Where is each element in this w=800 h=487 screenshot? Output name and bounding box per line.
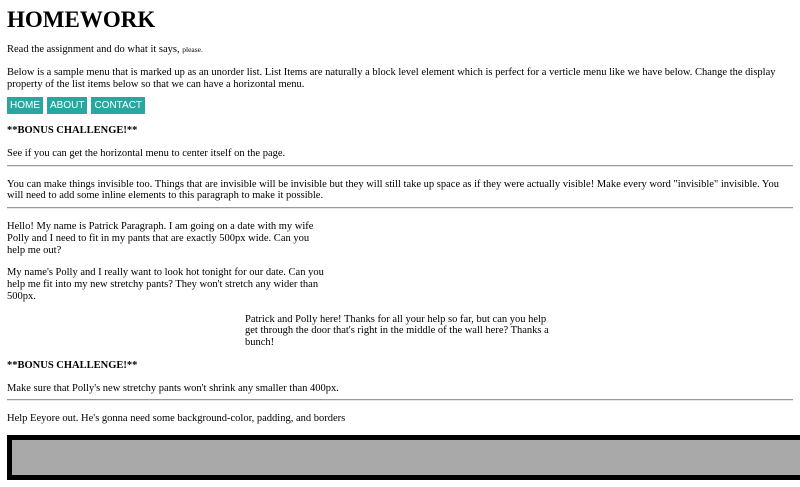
divider-2: [7, 207, 793, 209]
menu-instructions: Below is a sample menu that is marked up as an unorder list. List Items are naturally a block level element which is perfect for a verticle menu like we have below. Change the display property of the list items below so that we can have a horizontal menu.: [7, 67, 776, 90]
eeyore-instructions: Help Eeyore out. He's gonna need some background-color, padding, and borders: [7, 413, 346, 425]
bonus-challenge-1-heading: **BONUS CHALLENGE!**: [7, 125, 138, 137]
nav-menu: [7, 97, 793, 115]
patrick-paragraph: Hello! My name is Patrick Paragraph. I am going on a date with my wife Polly and I need to fit in my pants that are exactly 500px wide. Can you help me out?: [7, 221, 314, 256]
menu-item-about[interactable]: ABOUT: [47, 97, 87, 115]
eeyore-box: [7, 435, 800, 480]
bonus-challenge-1-text: See if you can get the horizontal menu to center itself on the page.: [7, 147, 286, 159]
intro-text: [7, 44, 793, 56]
polly-paragraph: My name's Polly and I really want to look hot tonight for our date. Can you help me fit into my new stretchy pants? They won't stretch any wider than 500px.: [7, 267, 324, 302]
patrick-polly-paragraph: Patrick and Polly here! Thanks for all your help so far, but can you help get through the door that's right in the middle of the wall here? Thanks a bunch!: [245, 313, 549, 349]
bonus-challenge-2-heading: **BONUS CHALLENGE!**: [7, 359, 138, 371]
bonus-challenge-2-text: Make sure that Polly's new stretchy pants won't shrink any smaller than 400px.: [7, 382, 339, 394]
divider-3: [7, 399, 793, 401]
invisible-paragraph: You can make things invisible too. Things that are invisible will be invisible but they will still take up space as if they were actually visible! Make every word "invisible" invisible. You will need to add some inline elements to this paragraph to make it possible.: [7, 178, 779, 202]
page-title: HOMEWORK: [7, 7, 156, 32]
menu-item-home[interactable]: HOME: [7, 97, 43, 115]
intro-main-text: Read the assignment and do what it says,: [7, 44, 180, 56]
menu-item-contact[interactable]: CONTACT: [91, 97, 145, 115]
intro-please-text: please.: [182, 45, 203, 55]
divider-1: [7, 165, 793, 167]
homework-page: [7, 7, 793, 480]
